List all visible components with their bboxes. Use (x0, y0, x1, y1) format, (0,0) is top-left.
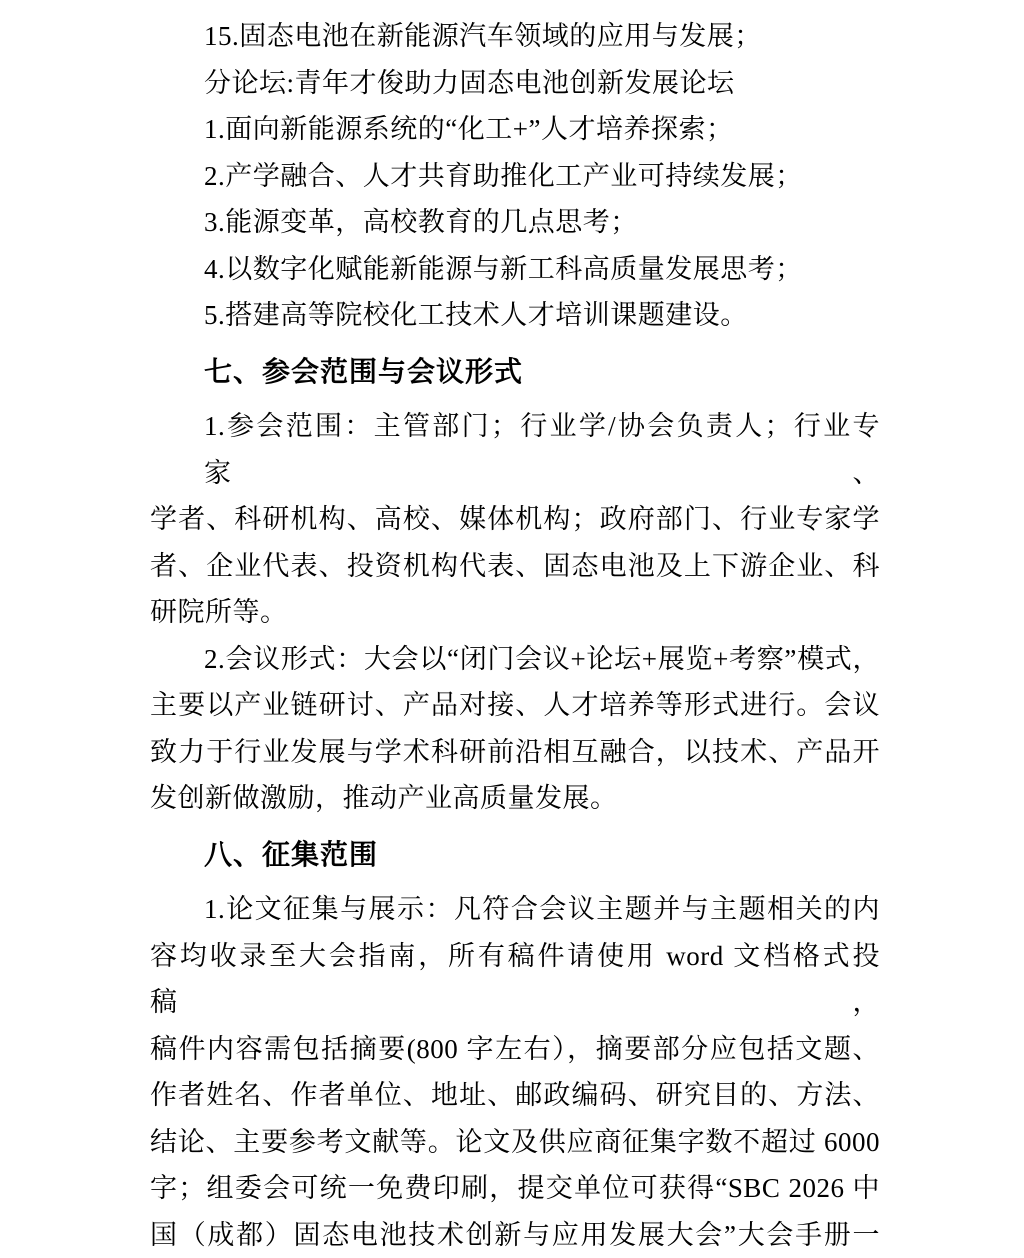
section-8-paragraph-1-line-7: 国（成都）固态电池技术创新与应用发展大会”大会手册一 (150, 1212, 880, 1258)
section-8-paragraph-1-line-6: 字；组委会可统一免费印刷，提交单位可获得“SBC 2026 中 (150, 1165, 880, 1212)
forum-topic-15: 15.固态电池在新能源汽车领域的应用与发展； (150, 13, 880, 60)
subforum-topic-5: 5.搭建高等院校化工技术人才培训课题建设。 (150, 292, 880, 339)
section-7-paragraph-2-line-1: 2.会议形式：大会以“闭门会议+论坛+展览+考察”模式， (150, 636, 880, 683)
section-7-paragraph-1-line-4: 研院所等。 (150, 589, 880, 636)
section-8-paragraph-1-line-3: 稿件内容需包括摘要(800 字左右），摘要部分应包括文题、 (150, 1026, 880, 1073)
section-7-paragraph-2-line-2: 主要以产业链研讨、产品对接、人才培养等形式进行。会议 (150, 682, 880, 729)
section-7-heading: 七、参会范围与会议形式 (150, 349, 880, 396)
subforum-topic-1: 1.面向新能源系统的“化工+”人才培养探索； (150, 106, 880, 153)
subforum-title: 分论坛:青年才俊助力固态电池创新发展论坛 (150, 60, 880, 107)
section-8-paragraph-1-line-1: 1.论文征集与展示：凡符合会议主题并与主题相关的内 (150, 886, 880, 933)
subforum-topic-2: 2.产学融合、人才共育助推化工产业可持续发展； (150, 153, 880, 200)
section-8-paragraph-1-line-5: 结论、主要参考文献等。论文及供应商征集字数不超过 6000 (150, 1119, 880, 1166)
section-7-paragraph-2-line-4: 发创新做激励，推动产业高质量发展。 (150, 775, 880, 822)
section-7-paragraph-1-line-3: 者、企业代表、投资机构代表、固态电池及上下游企业、科 (150, 543, 880, 590)
section-8-heading: 八、征集范围 (150, 832, 880, 879)
section-7-paragraph-1-line-1: 1.参会范围：主管部门；行业学/协会负责人；行业专家、 (150, 403, 880, 496)
section-8-paragraph-1-line-4: 作者姓名、作者单位、地址、邮政编码、研究目的、方法、 (150, 1072, 880, 1119)
section-8-paragraph-1-line-2: 容均收录至大会指南，所有稿件请使用 word 文档格式投稿， (150, 933, 880, 1026)
subforum-topic-4: 4.以数字化赋能新能源与新工科高质量发展思考； (150, 246, 880, 293)
section-7-paragraph-2-line-3: 致力于行业发展与学术科研前沿相互融合，以技术、产品开 (150, 729, 880, 776)
subforum-topic-3: 3.能源变革，高校教育的几点思考； (150, 199, 880, 246)
section-7-paragraph-1-line-2: 学者、科研机构、高校、媒体机构；政府部门、行业专家学 (150, 496, 880, 543)
